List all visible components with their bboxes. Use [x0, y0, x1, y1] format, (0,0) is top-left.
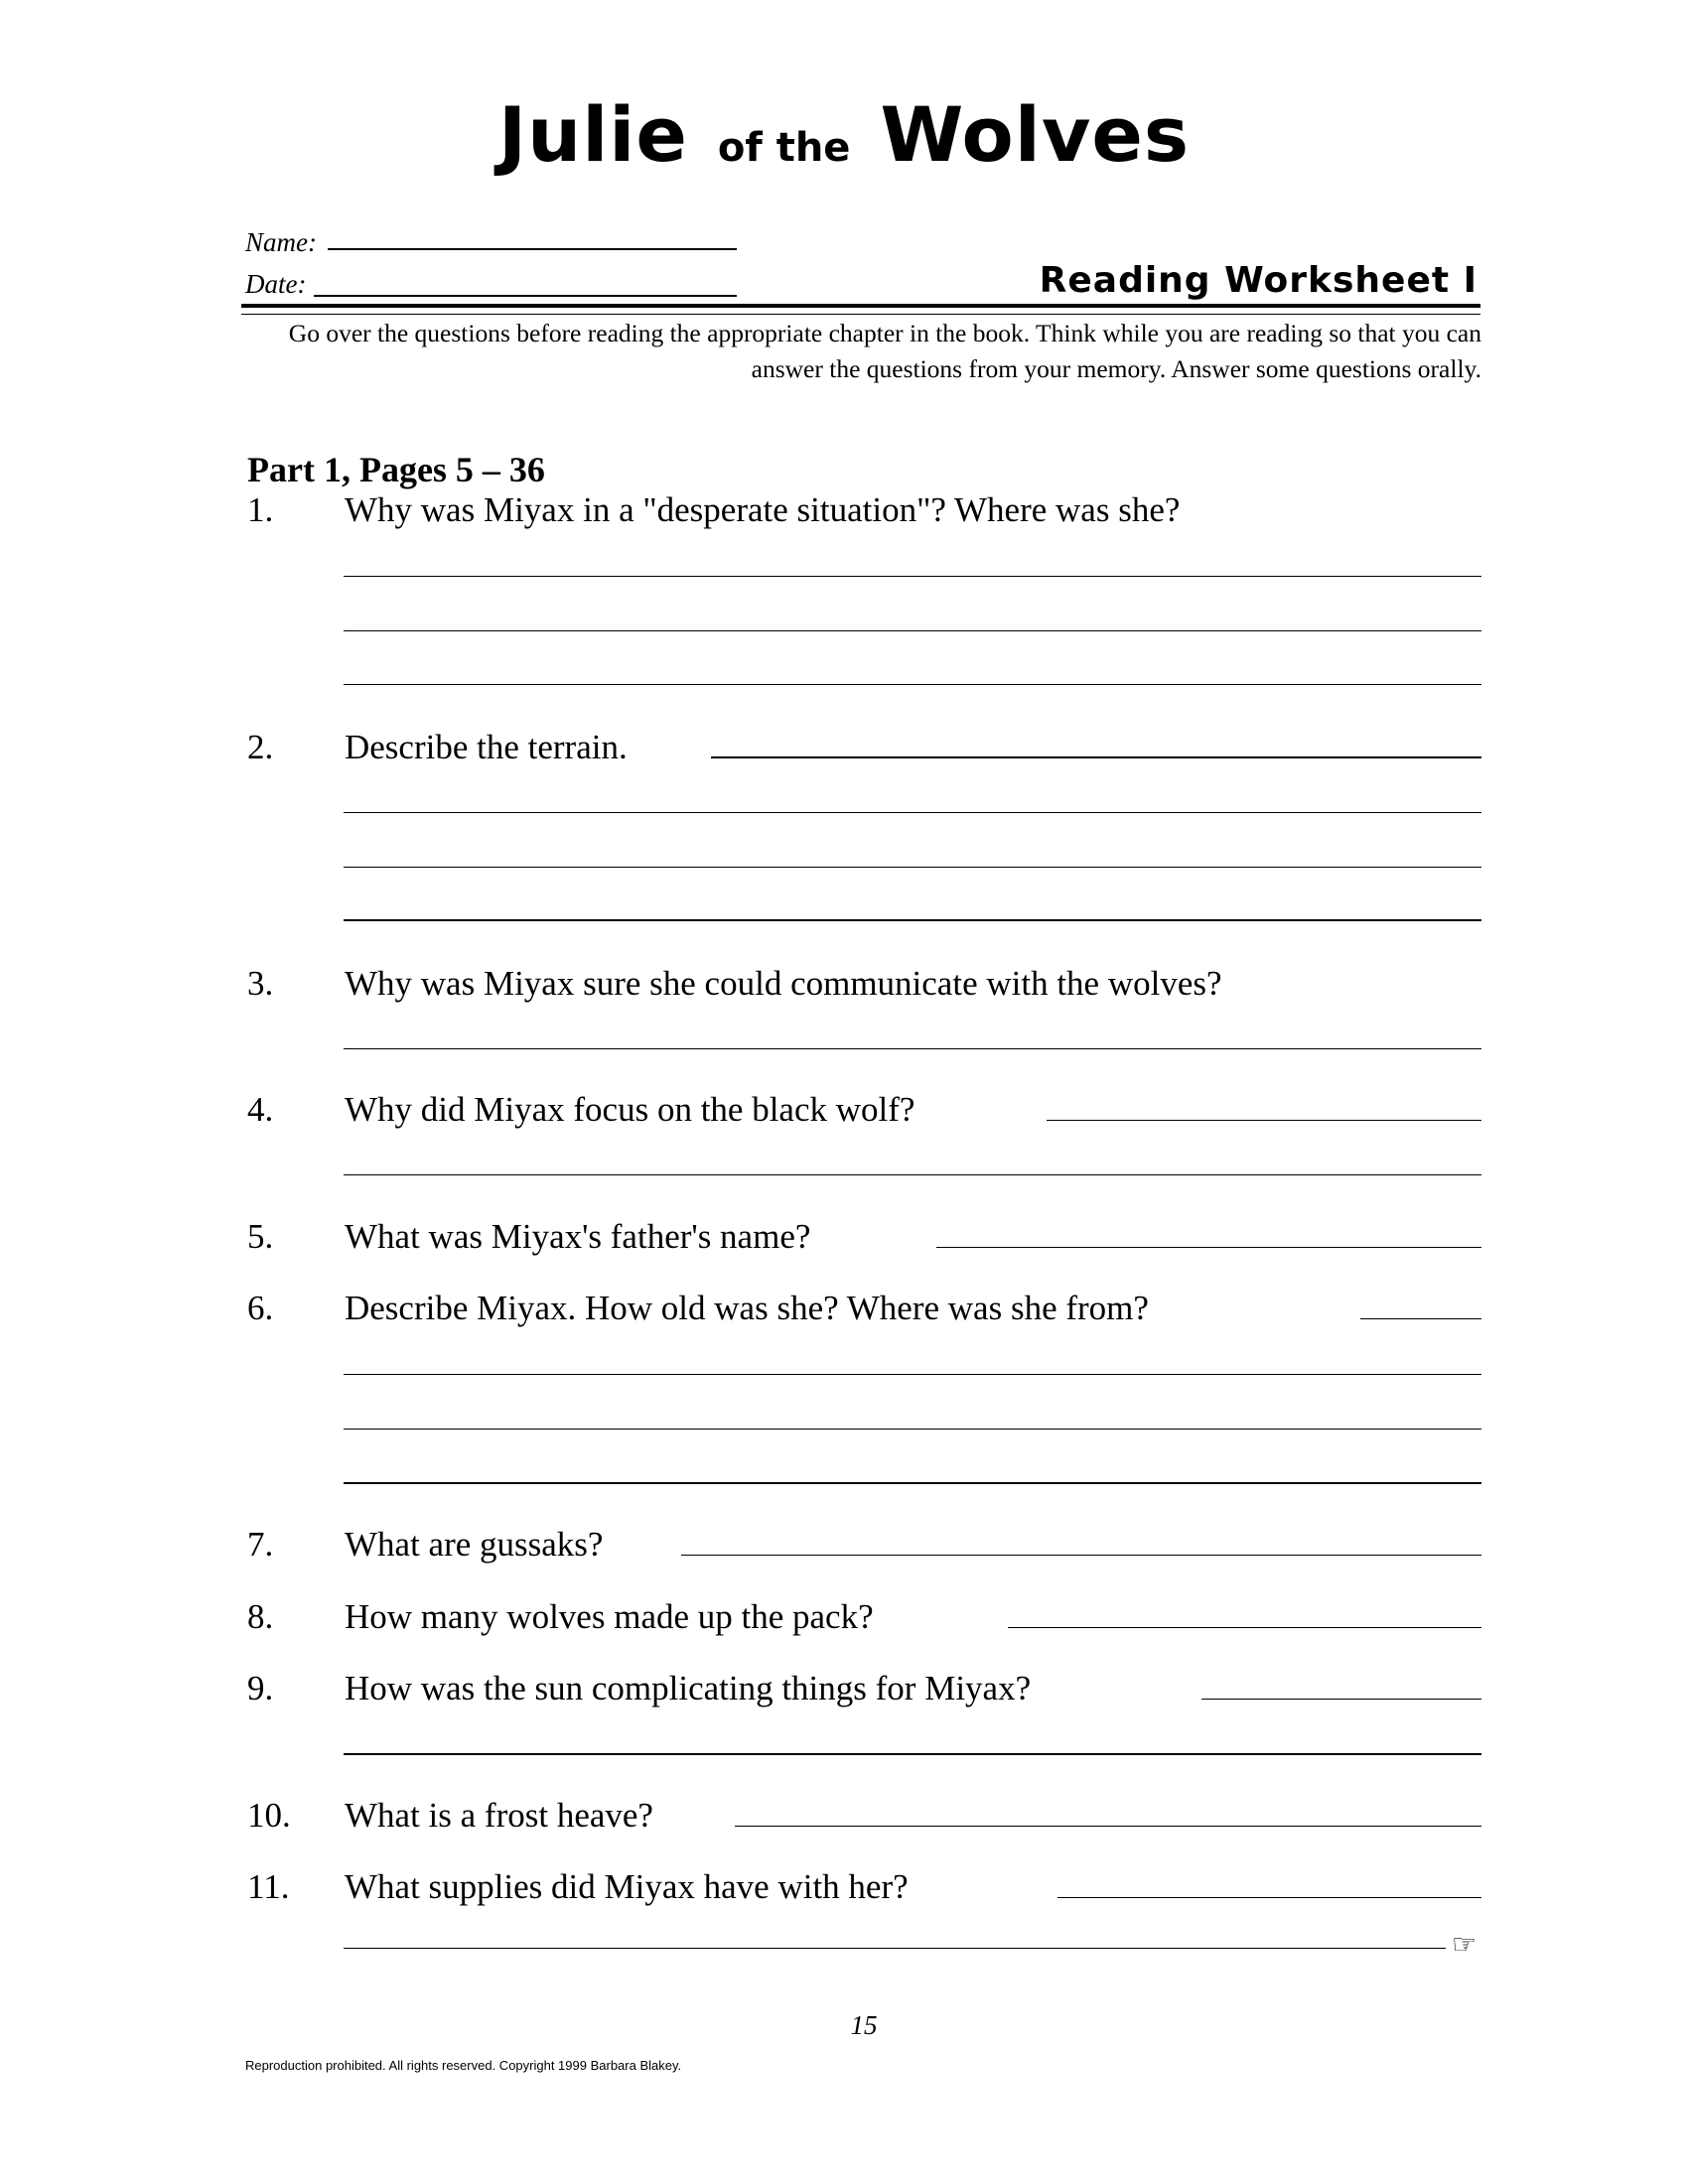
question-4-number: 4. — [247, 1090, 274, 1129]
answer-line[interactable] — [1201, 1699, 1481, 1700]
name-field — [245, 227, 317, 258]
date-input-line[interactable] — [314, 295, 737, 297]
title-word-wolves: Wolves — [880, 90, 1191, 179]
question-5-number: 5. — [247, 1217, 274, 1256]
answer-line[interactable] — [711, 756, 1481, 758]
answer-line[interactable] — [344, 684, 1481, 685]
answer-line[interactable] — [344, 919, 1481, 921]
section-heading: Part 1, Pages 5 – 36 — [247, 450, 545, 489]
answer-line[interactable] — [344, 1753, 1481, 1755]
answer-line[interactable] — [344, 1374, 1481, 1375]
answer-line[interactable] — [936, 1247, 1481, 1248]
question-1-number: 1. — [247, 490, 274, 529]
header-rule-thick — [241, 304, 1480, 308]
question-4-text: Why did Miyax focus on the black wolf? — [345, 1090, 915, 1129]
question-5-text: What was Miyax's father's name? — [345, 1217, 811, 1256]
question-11-number: 11. — [247, 1867, 290, 1906]
answer-line[interactable] — [1360, 1318, 1481, 1319]
worksheet-heading — [0, 90, 1688, 179]
question-7-number: 7. — [247, 1525, 274, 1564]
answer-line[interactable] — [344, 812, 1481, 813]
answer-line[interactable] — [1008, 1627, 1481, 1628]
answer-line[interactable] — [1047, 1120, 1481, 1121]
question-3-text: Why was Miyax sure she could communicate with the wolves? — [345, 964, 1222, 1003]
question-1-text: Why was Miyax in a "desperate situation"? Where was she? — [345, 490, 1181, 529]
question-8-text: How many wolves made up the pack? — [345, 1597, 874, 1636]
instructions: Go over the questions before reading the appropriate chapter in the book. Think while you are reading so that you can answer the questions from your memory. Answer some questions orally. — [288, 319, 1481, 383]
header-rule-thin — [241, 314, 1480, 315]
answer-line[interactable] — [344, 1948, 1446, 1949]
name-input-line[interactable] — [328, 248, 737, 250]
question-6-number: 6. — [247, 1289, 274, 1327]
pointing-hand-icon: ☞ — [1452, 1928, 1477, 1961]
question-7-text: What are gussaks? — [345, 1525, 604, 1564]
title-word-of: of — [717, 125, 763, 171]
answer-line[interactable] — [1057, 1897, 1481, 1898]
question-3-number: 3. — [247, 964, 274, 1003]
answer-line[interactable] — [344, 630, 1481, 631]
question-2-text: Describe the terrain. — [345, 728, 628, 766]
page-number: 15 — [850, 2010, 878, 2040]
worksheet-title: Reading Worksheet I — [1039, 260, 1477, 301]
answer-line[interactable] — [344, 1482, 1481, 1484]
answer-line[interactable] — [735, 1826, 1481, 1827]
question-9-number: 9. — [247, 1669, 274, 1707]
answer-line[interactable] — [344, 1429, 1481, 1430]
answer-line[interactable] — [344, 867, 1481, 868]
question-10-number: 10. — [247, 1796, 291, 1835]
copyright-notice: Reproduction prohibited. All rights reserved. Copyright 1999 Barbara Blakey. — [245, 2058, 682, 2073]
question-2-number: 2. — [247, 728, 274, 766]
title-word-julie: Julie — [497, 90, 688, 179]
question-8-number: 8. — [247, 1597, 274, 1636]
answer-line[interactable] — [344, 1174, 1481, 1175]
date-label: Date: — [245, 269, 307, 299]
answer-line[interactable] — [681, 1555, 1481, 1556]
question-9-text: How was the sun complicating things for Miyax? — [345, 1669, 1032, 1707]
title-word-the: the — [775, 125, 851, 171]
name-label: Name: — [245, 227, 317, 257]
date-field — [245, 269, 306, 300]
question-10-text: What is a frost heave? — [345, 1796, 653, 1835]
answer-line[interactable] — [344, 576, 1481, 577]
question-11-text: What supplies did Miyax have with her? — [345, 1867, 909, 1906]
question-6-text: Describe Miyax. How old was she? Where was she from? — [345, 1289, 1149, 1327]
answer-line[interactable] — [344, 1048, 1481, 1049]
